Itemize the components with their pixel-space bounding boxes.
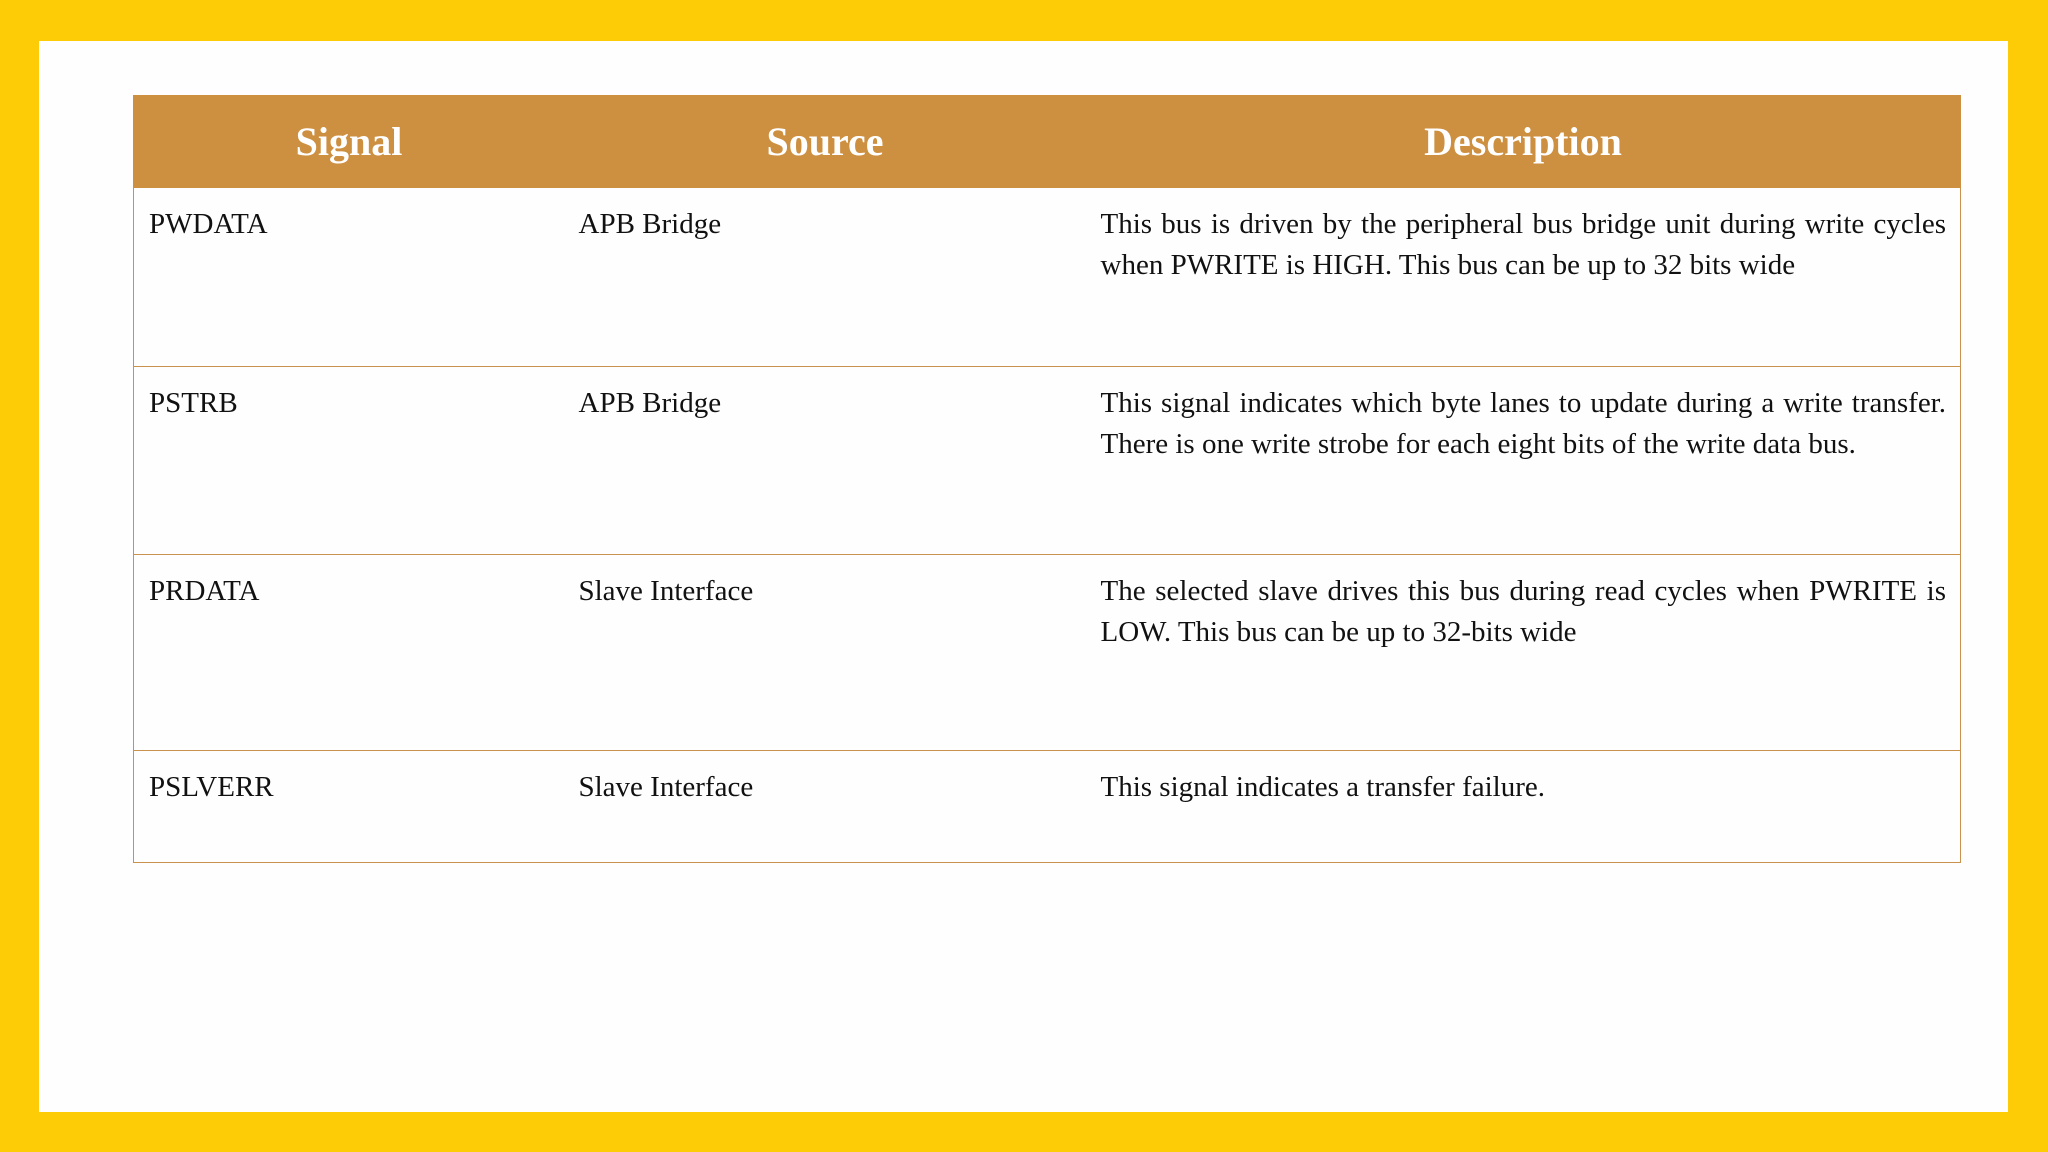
- table-row: [134, 751, 1961, 863]
- header-row: [134, 96, 1961, 188]
- table-row: [134, 188, 1961, 367]
- description-cell: This signal indicates a transfer failure.: [1086, 751, 1961, 863]
- table-row: [134, 367, 1961, 555]
- description-cell: This bus is driven by the peripheral bus bridge unit during write cycles when PWRITE is HIGH. This bus can be up to 32 bits wide: [1086, 188, 1961, 367]
- source-cell: APB Bridge: [565, 367, 1086, 555]
- signal-cell: PWDATA: [134, 188, 565, 367]
- signal-cell: PSTRB: [134, 367, 565, 555]
- header-signal: Signal: [134, 96, 565, 188]
- slide: [39, 41, 2008, 1112]
- table-row: [134, 555, 1961, 751]
- header-description: Description: [1086, 96, 1961, 188]
- source-cell: APB Bridge: [565, 188, 1086, 367]
- signal-cell: PRDATA: [134, 555, 565, 751]
- table-body: [134, 188, 1961, 863]
- header-source: Source: [565, 96, 1086, 188]
- description-cell: This signal indicates which byte lanes to update during a write transfer. There is one write strobe for each eight bits of the write data bus.: [1086, 367, 1961, 555]
- source-cell: Slave Interface: [565, 555, 1086, 751]
- table-header: [134, 96, 1961, 188]
- signal-cell: PSLVERR: [134, 751, 565, 863]
- signal-table: [133, 95, 1961, 863]
- source-cell: Slave Interface: [565, 751, 1086, 863]
- description-cell: The selected slave drives this bus during read cycles when PWRITE is LOW. This bus can be up to 32-bits wide: [1086, 555, 1961, 751]
